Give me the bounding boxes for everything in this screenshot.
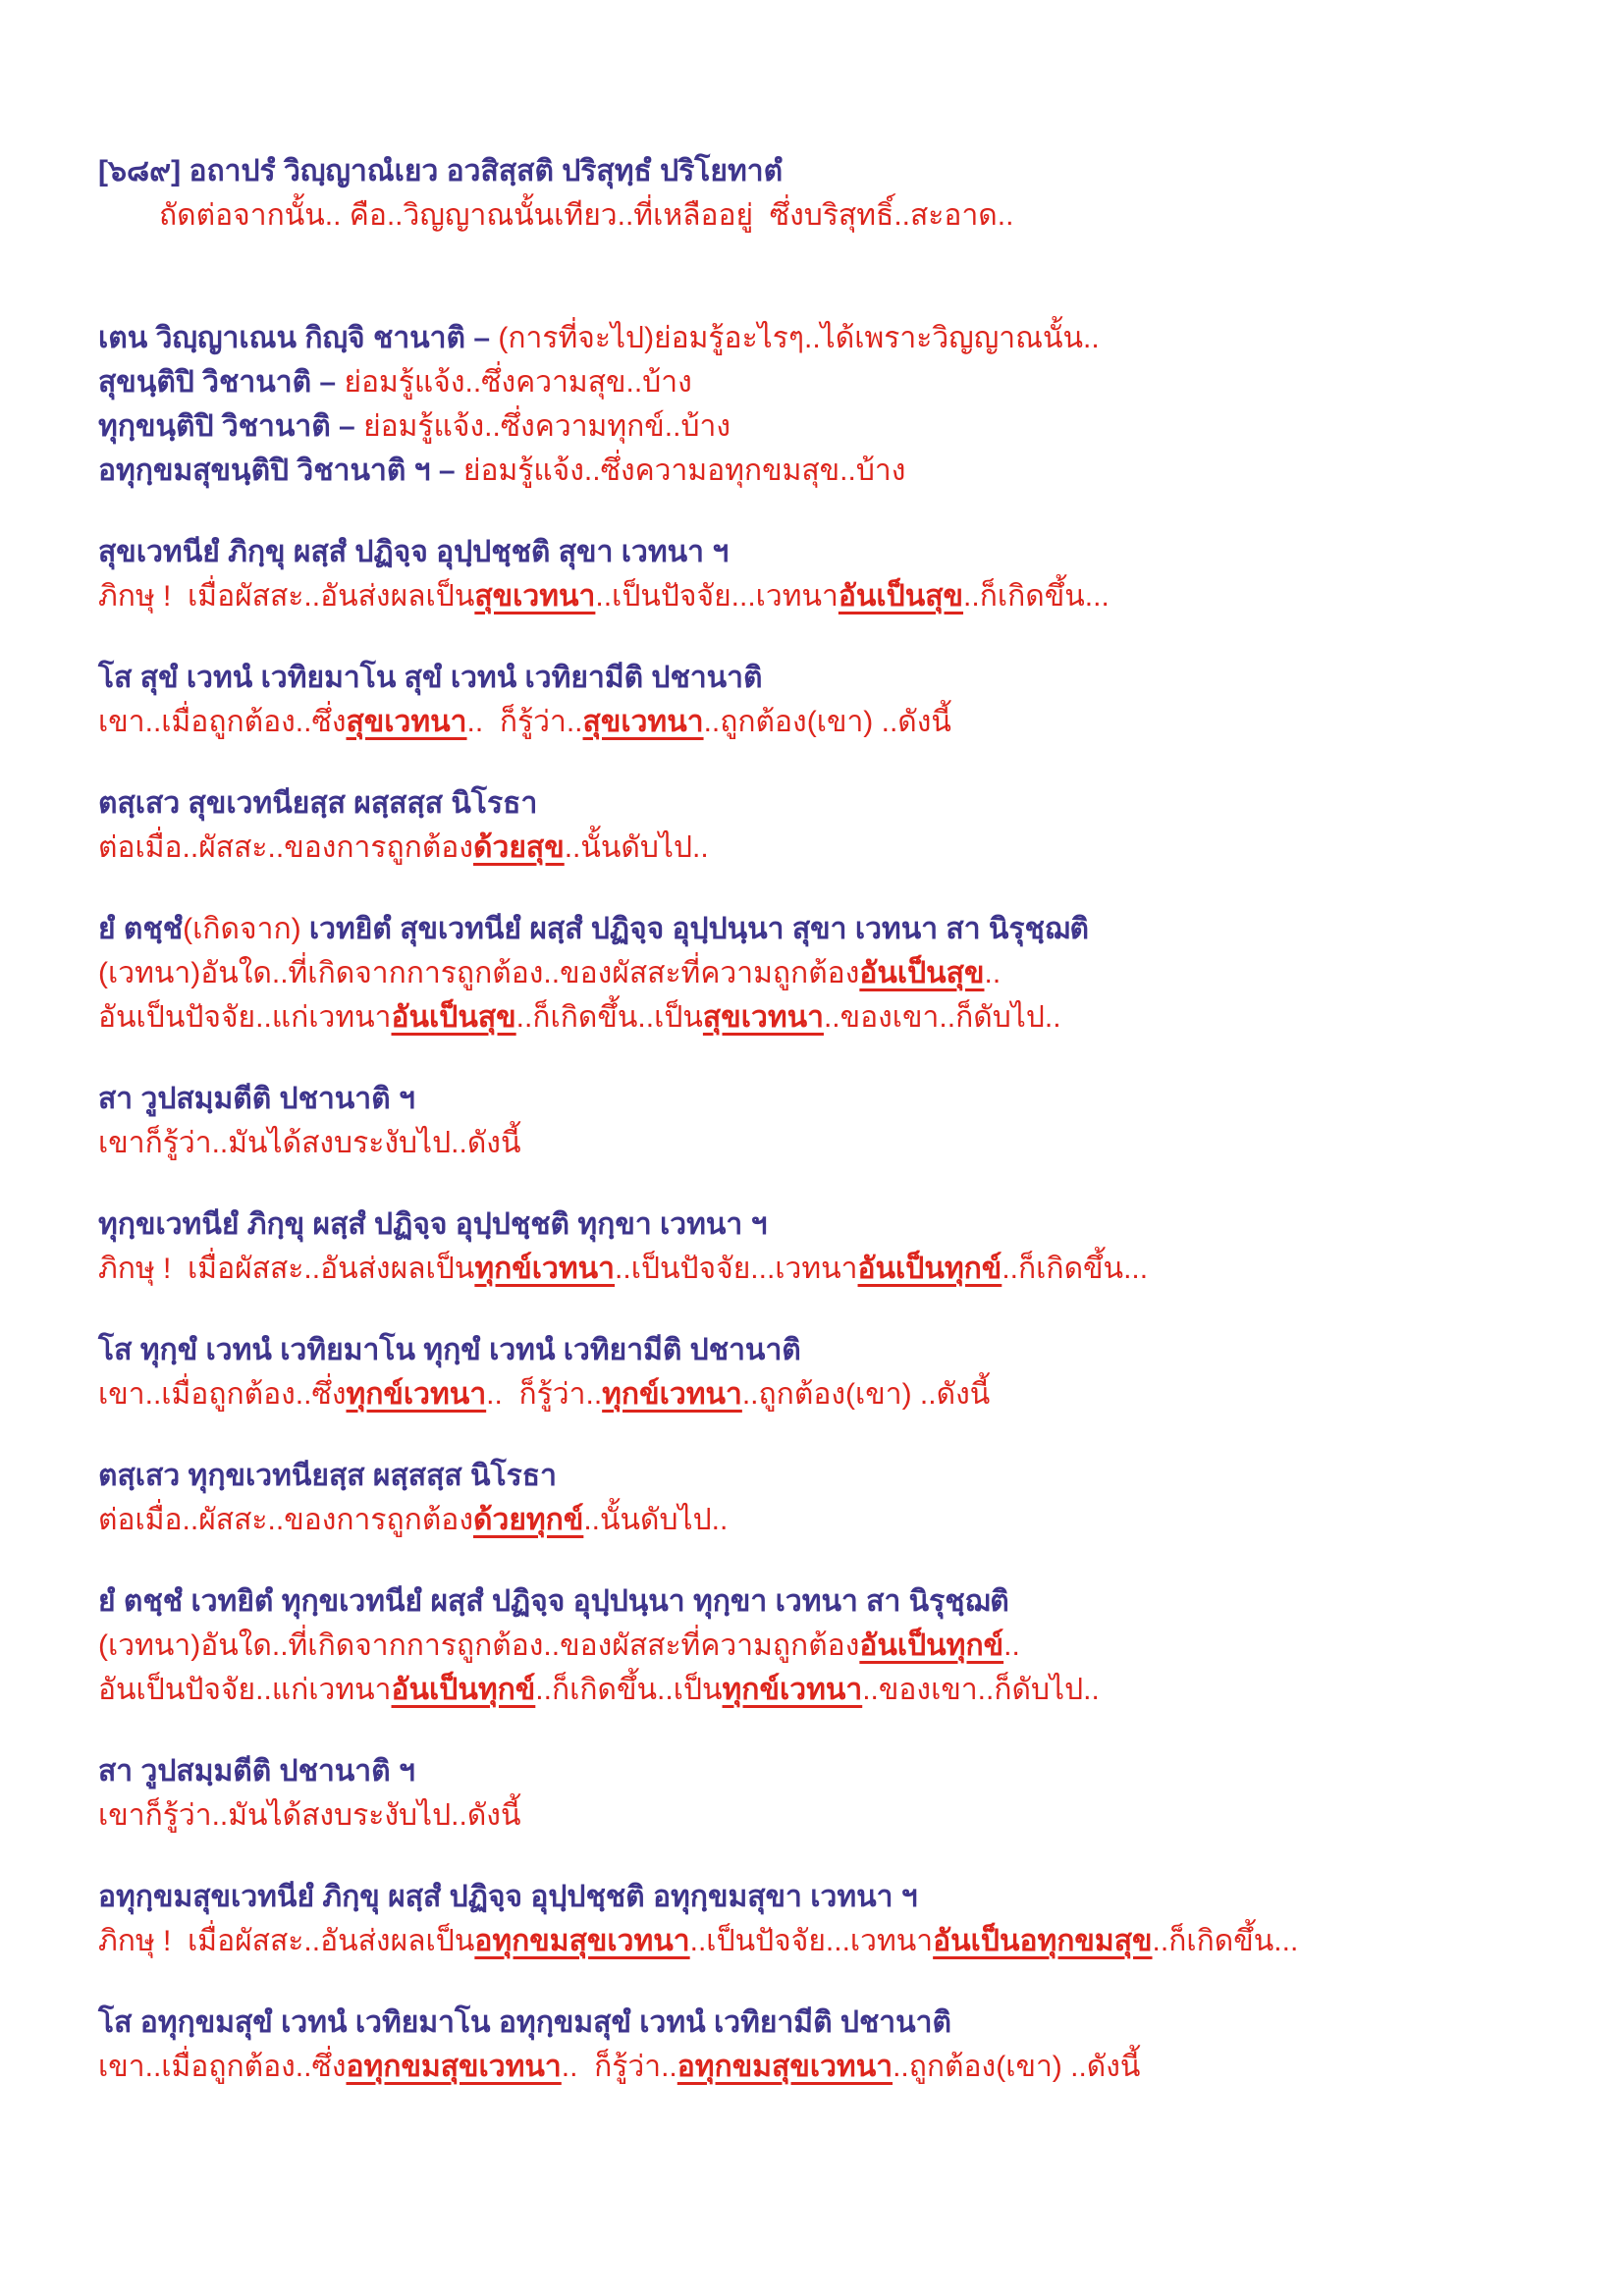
translation-text-segment: ..เป็นปัจจัย...เวทนา <box>595 580 839 613</box>
mixed-line <box>98 404 1591 449</box>
translation-line <box>98 1624 1591 1668</box>
emphasized-translation-segment: อันเป็นสุข <box>838 580 964 613</box>
mixed-line <box>98 360 1591 404</box>
text-block <box>98 530 1591 618</box>
emphasized-translation-segment: อทุกขมสุขเวทนา <box>474 1925 690 1957</box>
translation-text-segment: ย่อมรู้แจ้ง..ซึ่งความสุข..บ้าง <box>344 366 692 399</box>
translation-line <box>98 1668 1591 1712</box>
translation-text-segment: ..ก็เกิดขึ้น... <box>1152 1925 1299 1957</box>
translation-line <box>98 951 1591 995</box>
translation-line <box>98 995 1591 1040</box>
text-block <box>98 1579 1591 1712</box>
emphasized-translation-segment: ด้วยสุข <box>472 831 565 864</box>
translation-text-segment: .. ก็รู้ว่า.. <box>466 706 583 738</box>
translation-text-segment: ต่อเมื่อ..ผัสสะ..ของการถูกต้อง <box>98 831 473 864</box>
translation-text-segment: (การที่จะไป)ย่อมรู้อะไรๆ..ได้เพราะวิญญาณนั้น.. <box>498 322 1100 354</box>
translation-text-segment: .. <box>984 957 1001 989</box>
translation-text-segment: ภิกษุ ! เมื่อผัสสะ..อันส่งผลเป็น <box>98 1925 475 1957</box>
translation-text-segment: .. ก็รู้ว่า.. <box>486 1378 603 1411</box>
translation-text-segment: ..ถูกต้อง(เขา) ..ดังนี้ <box>741 1378 991 1411</box>
emphasized-translation-segment: ทุกข์เวทนา <box>602 1378 742 1411</box>
translation-text-segment: ย่อมรู้แจ้ง..ซึ่งความทุกข์..บ้าง <box>363 410 731 443</box>
text-block <box>98 781 1591 870</box>
translation-text-segment: อันเป็นปัจจัย..แก่เวทนา <box>98 1001 392 1034</box>
pali-text-segment: เวทยิตํ สุขเวทนียํ ผสฺสํ ปฏิจฺจ อุปฺปนฺนา สุขา เวทนา สา นิรุชฺฌติ <box>300 913 1089 945</box>
mixed-line <box>98 316 1591 360</box>
translation-line <box>98 1372 1591 1416</box>
pali-line <box>98 2001 1591 2045</box>
text-block <box>98 1328 1591 1416</box>
pali-line <box>98 1328 1591 1372</box>
pali-line <box>98 530 1591 574</box>
translation-line <box>98 193 1591 238</box>
translation-line <box>98 1121 1591 1165</box>
translation-text-segment: เขา..เมื่อถูกต้อง..ซึ่ง <box>98 706 347 738</box>
emphasized-translation-segment: สุขเวทนา <box>346 706 467 738</box>
translation-text-segment: (เกิดจาก) <box>183 913 301 945</box>
text-block <box>98 1202 1591 1291</box>
pali-line <box>98 1579 1591 1624</box>
translation-text-segment: (เวทนา)อันใด..ที่เกิดจากการถูกต้อง..ของผัสสะที่ความถูกต้อง <box>98 1629 860 1662</box>
pali-line <box>98 1875 1591 1919</box>
translation-line <box>98 1247 1591 1291</box>
pali-line <box>98 1077 1591 1121</box>
pali-text-segment: สา วูปสมฺมตีติ ปชานาติ ฯ <box>98 1083 415 1115</box>
emphasized-translation-segment: อทุกขมสุขเวทนา <box>677 2051 893 2083</box>
translation-line <box>98 1919 1591 1963</box>
translation-text-segment: ..ก็เกิดขึ้น..เป็น <box>535 1674 723 1706</box>
translation-text-segment: ..ของเขา..ก็ดับไป.. <box>823 1001 1061 1034</box>
translation-text-segment: ..เป็นปัจจัย...เวทนา <box>615 1253 858 1285</box>
emphasized-translation-segment: สุขเวทนา <box>702 1001 824 1034</box>
mixed-line <box>98 449 1591 493</box>
pali-text-segment: สุขนฺติปิ วิชานาติ – <box>98 366 345 399</box>
emphasized-translation-segment: ทุกข์เวทนา <box>346 1378 487 1411</box>
text-block <box>98 316 1591 493</box>
translation-text-segment: ..ก็เกิดขึ้น... <box>963 580 1110 613</box>
pali-text-segment: สา วูปสมฺมตีติ ปชานาติ ฯ <box>98 1755 415 1788</box>
pali-line <box>98 149 1591 193</box>
emphasized-translation-segment: ทุกข์เวทนา <box>722 1674 863 1706</box>
emphasized-translation-segment: ทุกข์เวทนา <box>474 1253 616 1285</box>
emphasized-translation-segment: ด้วยทุกข์ <box>472 1504 584 1536</box>
pali-line <box>98 1202 1591 1247</box>
pali-text-segment: โส สุขํ เวทนํ เวทิยมาโน สุขํ เวทนํ เวทิยามีติ ปชานาติ <box>98 662 763 694</box>
document-content <box>98 149 1591 2089</box>
translation-text-segment: ..ก็เกิดขึ้น... <box>1001 1253 1149 1285</box>
pali-text-segment: ทุกฺขนฺติปิ วิชานาติ – <box>98 410 364 443</box>
pali-text-segment: ตสฺเสว ทุกฺขเวทนียสฺส ผสฺสสฺส นิโรธา <box>98 1460 557 1492</box>
emphasized-translation-segment: อันเป็นอทุกขมสุข <box>933 1925 1153 1957</box>
translation-text-segment: อันเป็นปัจจัย..แก่เวทนา <box>98 1674 392 1706</box>
translation-line <box>98 1793 1591 1838</box>
pali-text-segment: เตน วิญฺญาเณน กิญฺจิ ชานาติ – <box>98 322 499 354</box>
text-block <box>98 2001 1591 2089</box>
pali-text-segment: ตสฺเสว สุขเวทนียสฺส ผสฺสสฺส นิโรธา <box>98 787 538 820</box>
translation-text-segment: เขาก็รู้ว่า..มันได้สงบระงับไป..ดังนี้ <box>98 1799 521 1832</box>
text-block <box>98 907 1591 1040</box>
translation-text-segment: .. <box>1003 1629 1020 1662</box>
translation-text-segment: (เวทนา)อันใด..ที่เกิดจากการถูกต้อง..ของผัสสะที่ความถูกต้อง <box>98 957 860 989</box>
text-block <box>98 1875 1591 1963</box>
pali-text-segment: สุขเวทนียํ ภิกฺขุ ผสฺสํ ปฏิจฺจ อุปฺปชฺชติ สุขา เวทนา ฯ <box>98 536 730 568</box>
pali-text-segment: ยํ ตชฺชํ เวทยิตํ ทุกฺขเวทนียํ ผสฺสํ ปฏิจฺจ อุปฺปนฺนา ทุกฺขา เวทนา สา นิรุชฺฌติ <box>98 1585 1009 1618</box>
translation-text-segment: ย่อมรู้แจ้ง..ซึ่งความอทุกขมสุข..บ้าง <box>462 454 906 487</box>
pali-text-segment: ยํ ตชฺชํ <box>98 913 184 945</box>
emphasized-translation-segment: อันเป็นสุข <box>391 1001 516 1034</box>
translation-line <box>98 700 1591 744</box>
text-block <box>98 1077 1591 1165</box>
translation-text-segment: ถัดต่อจากนั้น.. คือ..วิญญาณนั้นเทียว..ที่เหลืออยู่ ซึ่งบริสุทธิ์..สะอาด.. <box>159 199 1014 232</box>
translation-text-segment: ..นั้นดับไป.. <box>564 831 709 864</box>
emphasized-translation-segment: อันเป็นสุข <box>859 957 985 989</box>
translation-text-segment: เขา..เมื่อถูกต้อง..ซึ่ง <box>98 1378 347 1411</box>
pali-line <box>98 781 1591 826</box>
translation-line <box>98 574 1591 618</box>
pali-text-segment: ทุกฺขเวทนียํ ภิกฺขุ ผสฺสํ ปฏิจฺจ อุปฺปชฺชติ ทุกฺขา เวทนา ฯ <box>98 1208 768 1241</box>
pali-text-segment: อทุกฺขมสุขเวทนียํ ภิกฺขุ ผสฺสํ ปฏิจฺจ อุปฺปชฺชติ อทุกฺขมสุขา เวทนา ฯ <box>98 1881 918 1913</box>
translation-line <box>98 826 1591 870</box>
translation-text-segment: ..ก็เกิดขึ้น..เป็น <box>515 1001 703 1034</box>
translation-text-segment: .. ก็รู้ว่า.. <box>561 2051 677 2083</box>
emphasized-translation-segment: สุขเวทนา <box>474 580 596 613</box>
emphasized-translation-segment: อันเป็นทุกข์ <box>391 1674 536 1706</box>
translation-text-segment: ..เป็นปัจจัย...เวทนา <box>689 1925 934 1957</box>
translation-line <box>98 1498 1591 1542</box>
pali-text-segment: โส ทุกฺขํ เวทนํ เวทิยมาโน ทุกฺขํ เวทนํ เวทิยามีติ ปชานาติ <box>98 1334 801 1366</box>
pali-text-segment: อทุกฺขมสุขนฺติปิ วิชานาติ ฯ – <box>98 454 463 487</box>
emphasized-translation-segment: อทุกขมสุขเวทนา <box>346 2051 562 2083</box>
translation-text-segment: ..ถูกต้อง(เขา) ..ดังนี้ <box>703 706 951 738</box>
mixed-line <box>98 907 1591 951</box>
text-block <box>98 149 1591 238</box>
emphasized-translation-segment: อันเป็นทุกข์ <box>859 1629 1004 1662</box>
pali-text-segment: [๖๘๙] อถาปรํ วิญฺญาณํเยว อวสิสฺสติ ปริสุทฺธํ ปริโยทาตํ <box>98 155 784 187</box>
translation-text-segment: ต่อเมื่อ..ผัสสะ..ของการถูกต้อง <box>98 1504 473 1536</box>
translation-text-segment: ภิกษุ ! เมื่อผัสสะ..อันส่งผลเป็น <box>98 580 475 613</box>
text-block <box>98 656 1591 744</box>
translation-text-segment: ..นั้นดับไป.. <box>583 1504 729 1536</box>
text-block <box>98 1749 1591 1838</box>
pali-text-segment: โส อทุกฺขมสุขํ เวทนํ เวทิยมาโน อทุกฺขมสุขํ เวทนํ เวทิยามีติ ปชานาติ <box>98 2006 951 2039</box>
translation-text-segment: ..ถูกต้อง(เขา) ..ดังนี้ <box>893 2051 1141 2083</box>
pali-line <box>98 1749 1591 1793</box>
text-block <box>98 1454 1591 1542</box>
translation-text-segment: เขา..เมื่อถูกต้อง..ซึ่ง <box>98 2051 347 2083</box>
pali-line <box>98 656 1591 700</box>
translation-text-segment: เขาก็รู้ว่า..มันได้สงบระงับไป..ดังนี้ <box>98 1127 521 1159</box>
translation-text-segment: ภิกษุ ! เมื่อผัสสะ..อันส่งผลเป็น <box>98 1253 475 1285</box>
emphasized-translation-segment: อันเป็นทุกข์ <box>857 1253 1002 1285</box>
translation-text-segment: ..ของเขา..ก็ดับไป.. <box>862 1674 1100 1706</box>
emphasized-translation-segment: สุขเวทนา <box>582 706 704 738</box>
pali-line <box>98 1454 1591 1498</box>
translation-line <box>98 2045 1591 2089</box>
